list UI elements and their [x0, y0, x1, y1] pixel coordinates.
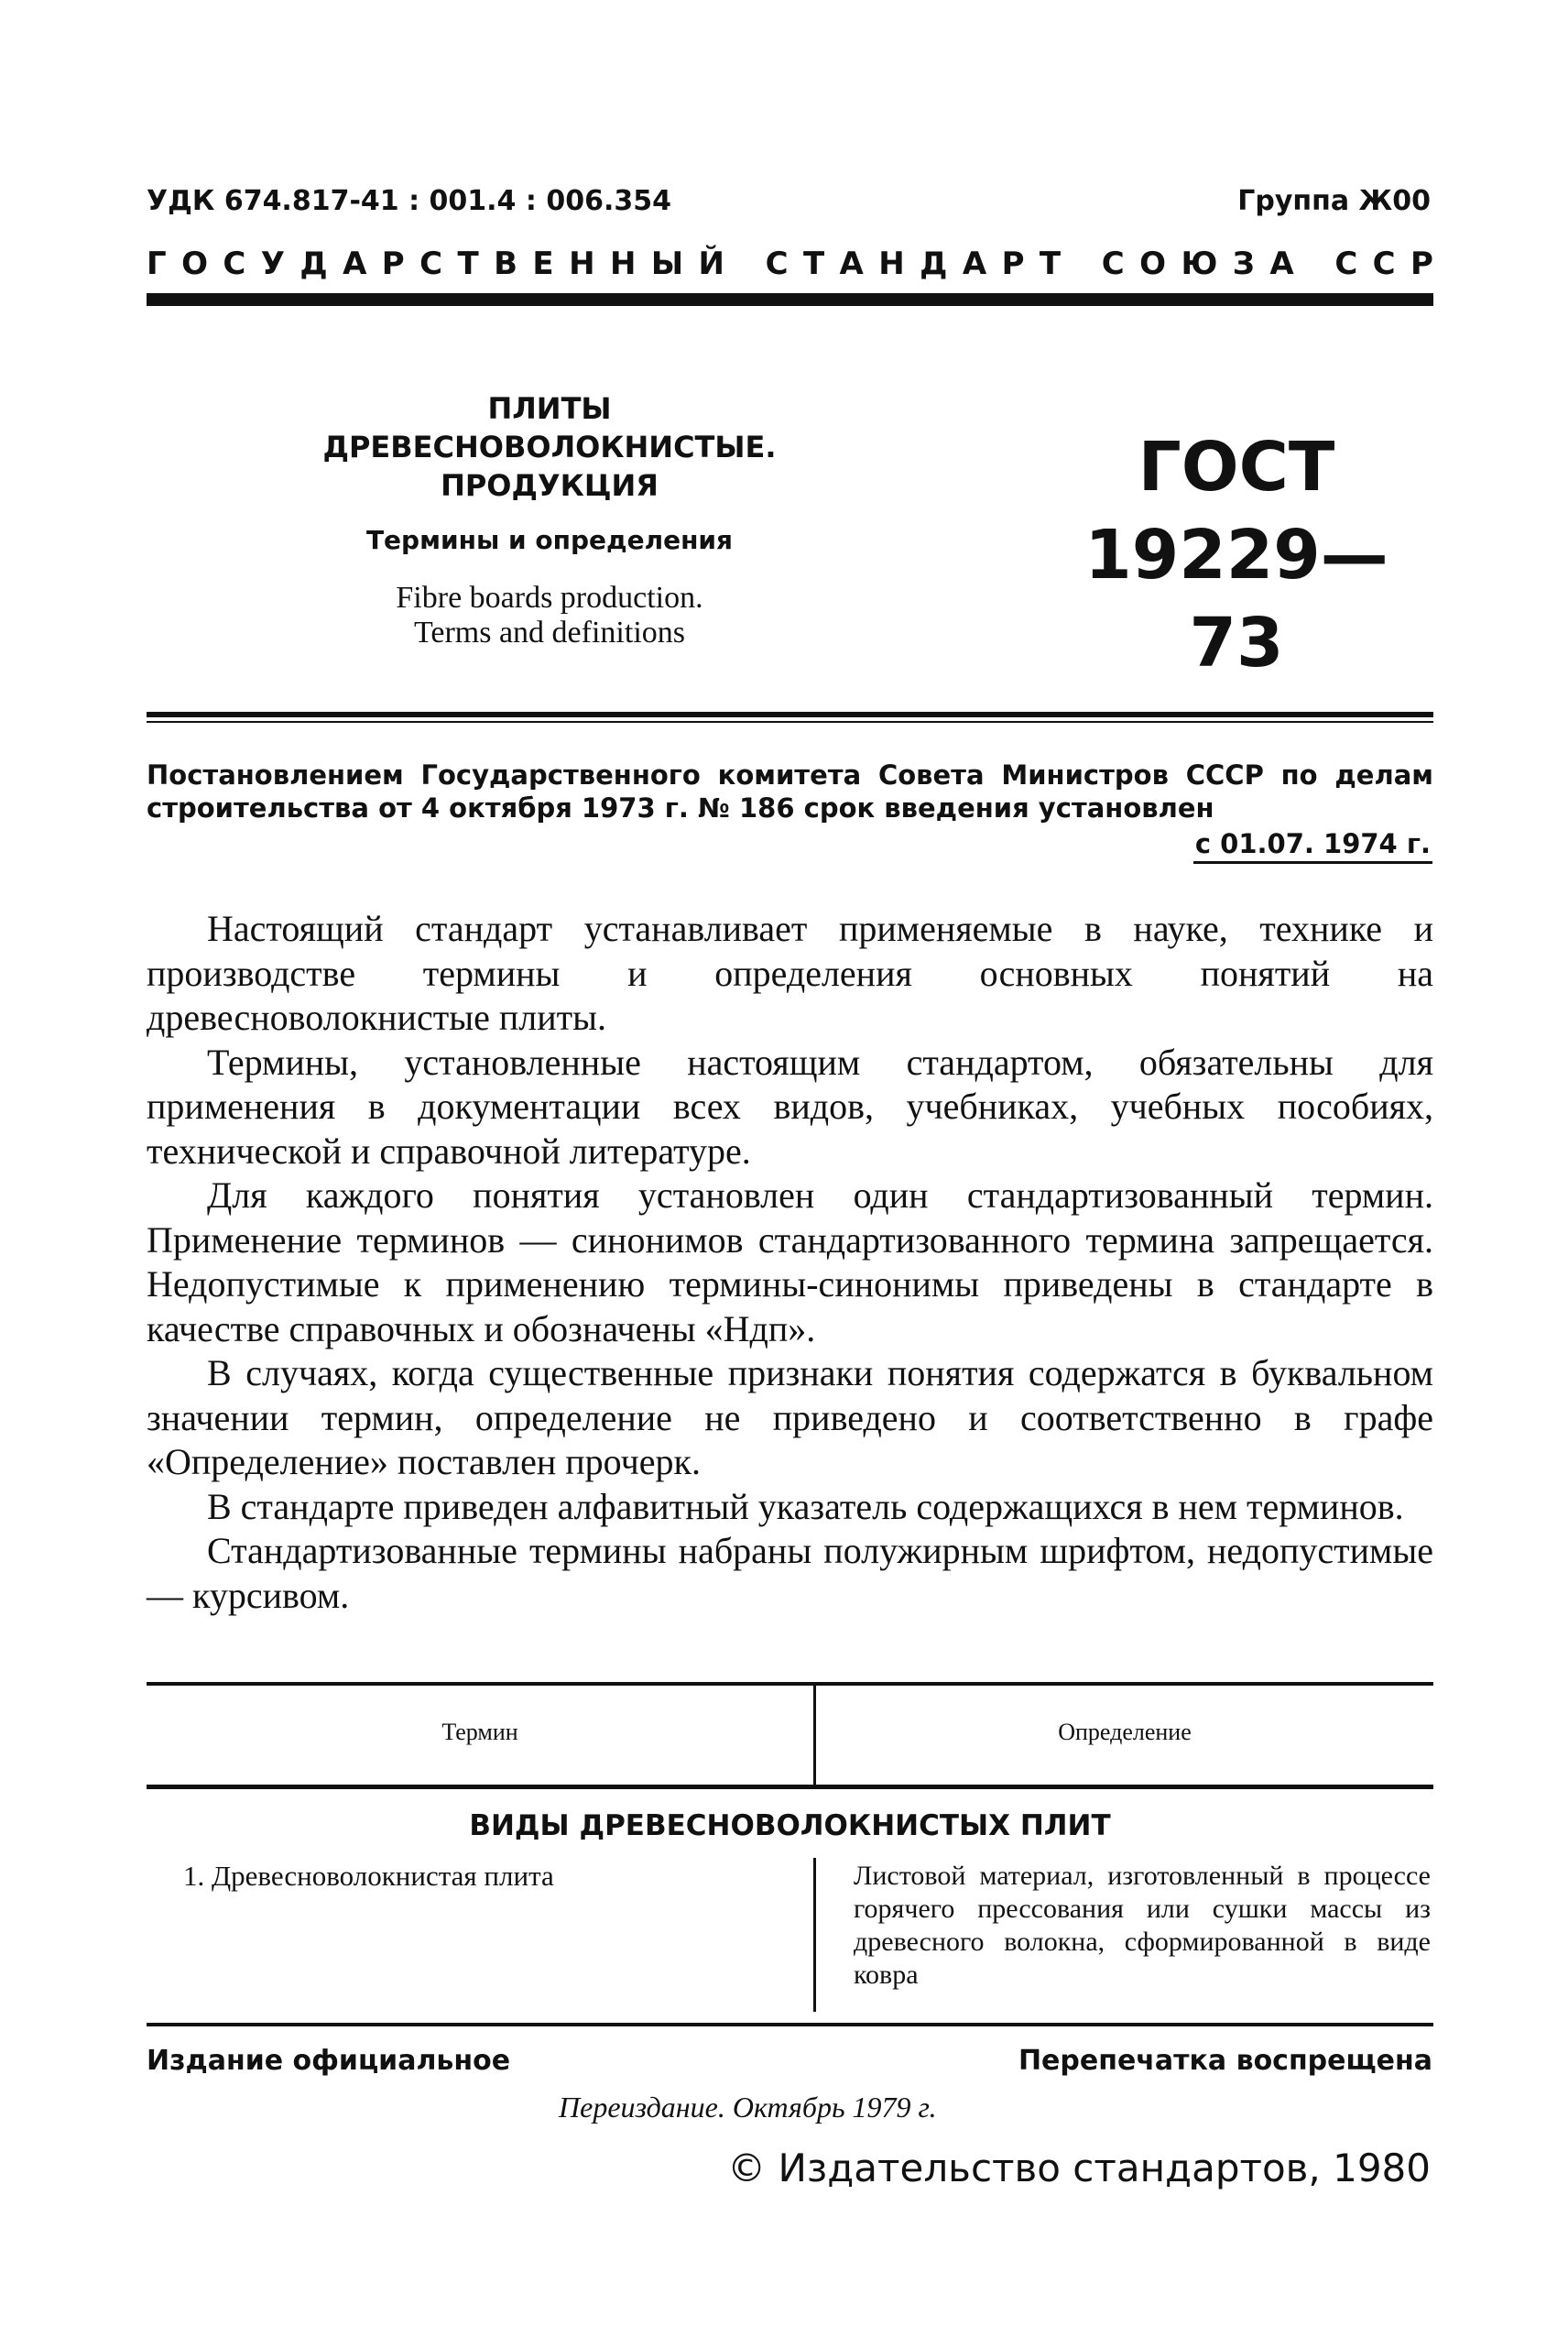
heading-letter: Т: [1039, 246, 1062, 282]
title-rule-thick: [147, 712, 1433, 717]
heading-letter: Й: [698, 246, 724, 282]
heading-letter: А: [962, 246, 987, 282]
copyright-line: © Издательство стандартов, 1980: [727, 2146, 1431, 2190]
heading-letter: А: [1269, 246, 1294, 282]
table-header-rule: [147, 1785, 1433, 1789]
heading-letter: З: [1232, 246, 1255, 282]
paragraph: Термины, установленные настоящим стандартом, обязательны для применения в документации всех видов, учебниках, учебных пособиях, технической и справочной литературе.: [147, 1041, 1433, 1172]
effective-date: с 01.07. 1974 г.: [1193, 828, 1432, 864]
column-header-term: Термин: [441, 1719, 518, 1745]
heading-letter: С: [1101, 246, 1125, 282]
heading-letter: [739, 246, 750, 282]
heading-letter: Г: [147, 246, 167, 282]
resolution-text: Постановлением Государственного комитета Совета Министров СССР по делам строительства от 4 октября 1973 г. № 186 срок введения установлен: [147, 759, 1433, 824]
title-english-line-2: Terms and definitions: [413, 616, 685, 650]
header-rule: [147, 293, 1433, 306]
table-section-title: ВИДЫ ДРЕВЕСНОВОЛОКНИСТЫХ ПЛИТ: [469, 1809, 1111, 1842]
official-edition-note: Издание официальное: [147, 2045, 511, 2077]
heading-letter: С: [1372, 246, 1396, 282]
heading-letter: Т: [457, 246, 479, 282]
heading-letter: Р: [381, 246, 405, 282]
paragraph: В стандарте приведен алфавитный указатель содержащихся в нем терминов.: [207, 1485, 1404, 1527]
table-top-rule: [147, 1682, 1433, 1686]
table-row-definition: Листовой материал, изготовленный в процессе горячего прессования или сушки массы из древесного волокна, сформированной в виде ковра: [854, 1861, 1431, 1990]
group-code: Группа Ж00: [1237, 185, 1431, 217]
title-subtitle: Термины и определения: [365, 525, 734, 555]
paragraph: В случаях, когда существенные признаки понятия содержатся в буквальном значении термин, определение не приведено и соответственно в графе «Определение» поставлен прочерк.: [147, 1352, 1433, 1482]
heading-letter: А: [343, 246, 367, 282]
paragraph: Для каждого понятия установлен один стандартизованный термин. Применение терминов — синонимов стандартизованного термина запрещается. Недопустимые к применению термины-синонимы приведены в стандарте в качестве справочных и обозначены «Ндп».: [147, 1174, 1433, 1349]
udc-code: УДК 674.817-41 : 001.4 : 006.354: [147, 185, 671, 217]
gost-designation: [1053, 423, 1420, 687]
heading-letter: У: [260, 246, 285, 282]
heading-letter: Ю: [1181, 246, 1218, 282]
heading-letter: Н: [609, 246, 637, 282]
title-block: [275, 389, 824, 650]
gost-number: 19229—73: [1084, 516, 1388, 683]
table-bottom-rule: [147, 2023, 1433, 2026]
title-line-1: ПЛИТЫ ДРЕВЕСНОВОЛОКНИСТЫЕ.: [322, 391, 777, 464]
heading-letter: О: [181, 246, 208, 282]
heading-letter: Н: [878, 246, 905, 282]
heading-letter: А: [839, 246, 864, 282]
column-header-definition: Определение: [1058, 1719, 1192, 1745]
introduction-text: [147, 907, 1433, 1618]
heading-letter: Е: [532, 246, 554, 282]
heading-letter: С: [419, 246, 443, 282]
heading-letter: Р: [1410, 246, 1433, 282]
reissue-note: Переиздание. Октябрь 1979 г.: [559, 2091, 937, 2124]
heading-letter: С: [223, 246, 246, 282]
table-row-divider: [813, 1858, 816, 2012]
reprint-prohibited-note: Перепечатка воспрещена: [1018, 2045, 1432, 2077]
heading-letter: О: [1139, 246, 1167, 282]
paragraph: Стандартизованные термины набраны полужирным шрифтом, недопустимые — курсивом.: [147, 1530, 1433, 1616]
state-standard-heading: [147, 246, 1433, 282]
heading-letter: Д: [299, 246, 328, 282]
heading-letter: Н: [569, 246, 595, 282]
title-english-line-1: Fibre boards production.: [396, 581, 703, 615]
heading-letter: Р: [1001, 246, 1025, 282]
heading-letter: Ы: [650, 246, 684, 282]
gost-label: ГОСТ: [1138, 428, 1335, 507]
heading-letter: [1309, 246, 1320, 282]
title-line-2: ПРОДУКЦИЯ: [441, 468, 659, 503]
heading-letter: С: [1334, 246, 1358, 282]
heading-letter: Д: [920, 246, 948, 282]
heading-letter: Т: [802, 246, 825, 282]
heading-letter: [1076, 246, 1087, 282]
paragraph: Настоящий стандарт устанавливает применяемые в науке, технике и производстве термины и определения основных понятий на древесноволокнистые плиты.: [147, 908, 1433, 1038]
table-row-term: 1. Древесноволокнистая плита: [183, 1860, 554, 1892]
title-rule-thin: [147, 721, 1433, 723]
heading-letter: С: [765, 246, 789, 282]
heading-letter: В: [494, 246, 518, 282]
